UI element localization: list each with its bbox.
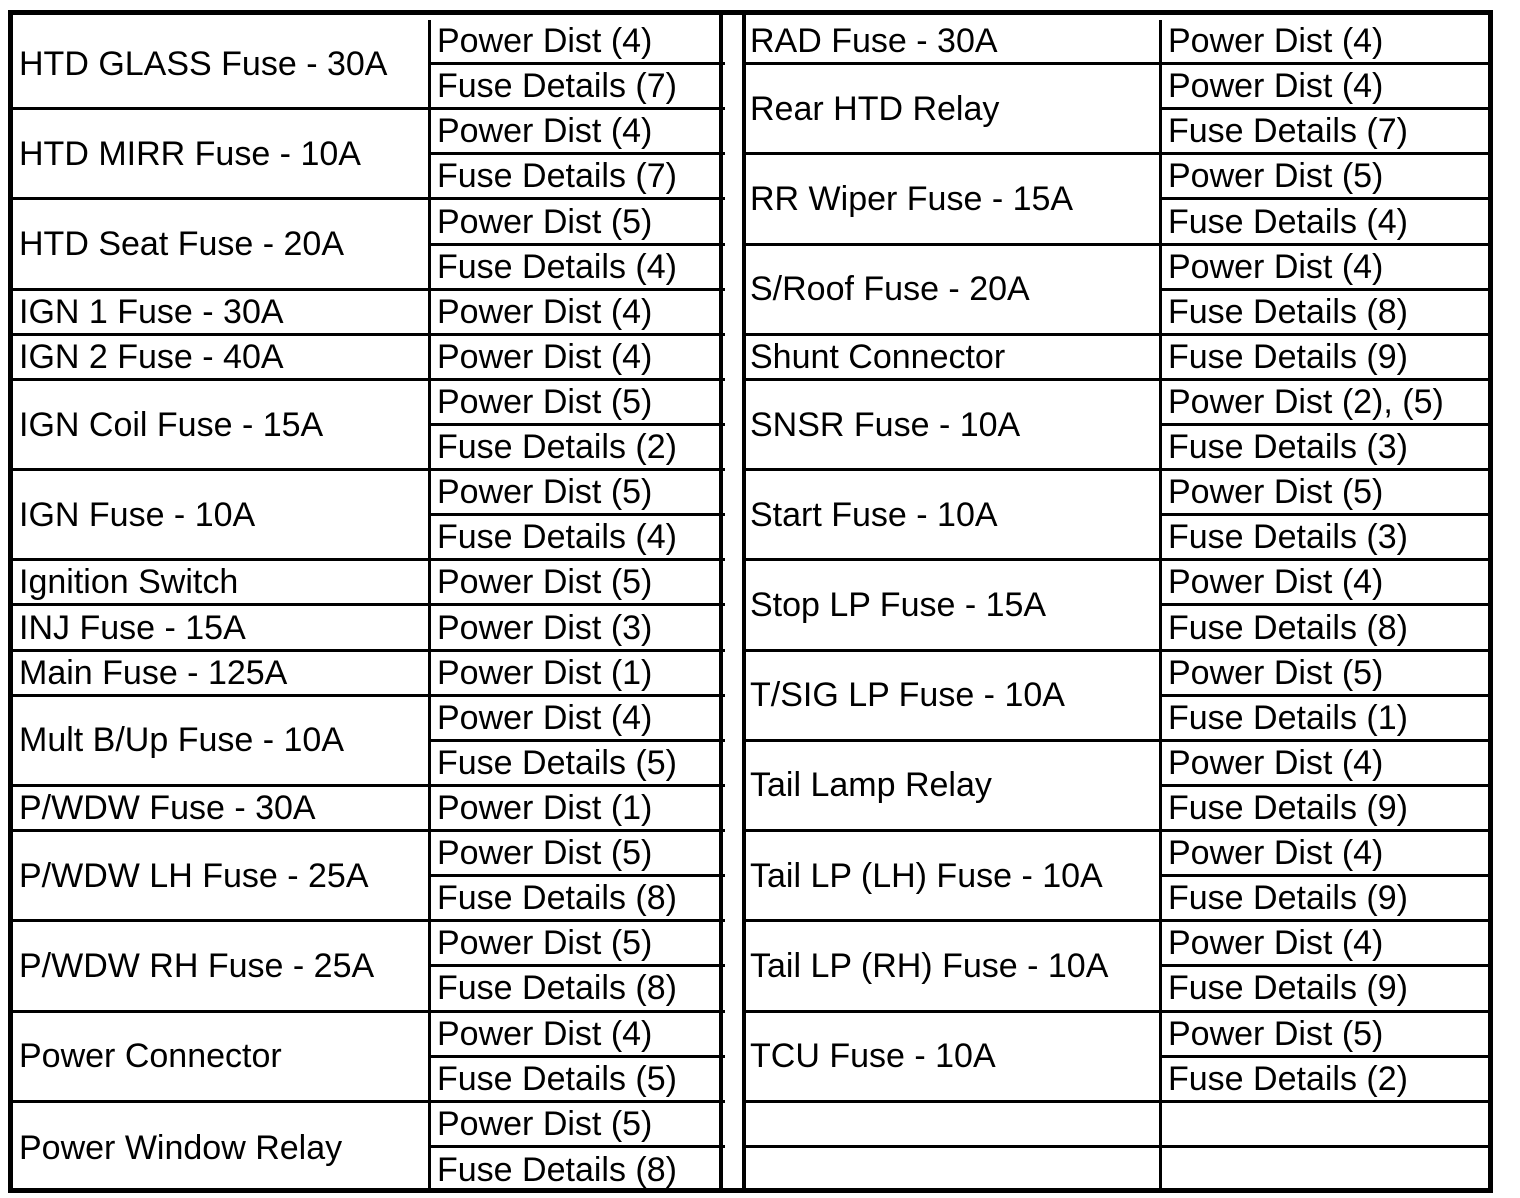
component-name: Mult B/Up Fuse - 10A xyxy=(13,697,431,787)
component-location-table xyxy=(8,10,1493,1193)
component-name: SNSR Fuse - 10A xyxy=(744,381,1162,471)
page-reference: Fuse Details (9) xyxy=(1162,336,1493,381)
component-name: HTD GLASS Fuse - 30A xyxy=(13,20,431,110)
page-reference: Power Dist (5) xyxy=(431,200,725,245)
page-reference: Fuse Details (4) xyxy=(431,246,725,291)
page-reference: Fuse Details (8) xyxy=(431,967,725,1012)
component-name: Start Fuse - 10A xyxy=(744,471,1162,561)
right-table xyxy=(744,20,1493,1193)
component-name: Main Fuse - 125A xyxy=(13,652,431,697)
page-reference: Fuse Details (8) xyxy=(1162,291,1493,336)
component-name: INJ Fuse - 15A xyxy=(13,606,431,651)
page-reference: Power Dist (5) xyxy=(1162,1013,1493,1058)
page-reference: Power Dist (4) xyxy=(1162,832,1493,877)
page-reference: Power Dist (4) xyxy=(1162,246,1493,291)
page-reference: Power Dist (5) xyxy=(431,832,725,877)
page-reference: Fuse Details (2) xyxy=(1162,1058,1493,1103)
page-reference: Power Dist (4) xyxy=(431,20,725,65)
page-reference: Fuse Details (5) xyxy=(431,1058,725,1103)
page-reference: Fuse Details (8) xyxy=(431,877,725,922)
component-name: Shunt Connector xyxy=(744,336,1162,381)
page-reference: Power Dist (4) xyxy=(431,291,725,336)
page-reference: Fuse Details (3) xyxy=(1162,516,1493,561)
page-reference: Power Dist (4) xyxy=(1162,922,1493,967)
page-reference: Power Dist (5) xyxy=(1162,471,1493,516)
page-reference: Fuse Details (7) xyxy=(431,65,725,110)
page-reference: Power Dist (4) xyxy=(1162,561,1493,606)
component-name: T/SIG LP Fuse - 10A xyxy=(744,652,1162,742)
component-name: Power Window Relay xyxy=(13,1103,431,1193)
page-reference: Fuse Details (9) xyxy=(1162,967,1493,1012)
component-name: RAD Fuse - 30A xyxy=(744,20,1162,65)
page-reference: Fuse Details (2) xyxy=(431,426,725,471)
page-reference: Power Dist (2), (5) xyxy=(1162,381,1493,426)
component-name: Stop LP Fuse - 15A xyxy=(744,561,1162,651)
component-name: P/WDW Fuse - 30A xyxy=(13,787,431,832)
left-table xyxy=(13,20,725,1193)
component-name: IGN Coil Fuse - 15A xyxy=(13,381,431,471)
page-reference: Power Dist (5) xyxy=(431,561,725,606)
component-name: IGN 1 Fuse - 30A xyxy=(13,291,431,336)
page-reference: Power Dist (5) xyxy=(431,381,725,426)
page-reference: Power Dist (1) xyxy=(431,652,725,697)
component-name: TCU Fuse - 10A xyxy=(744,1013,1162,1103)
page-reference: Power Dist (4) xyxy=(431,697,725,742)
page-reference: Power Dist (4) xyxy=(1162,65,1493,110)
page-reference: Power Dist (4) xyxy=(1162,742,1493,787)
page-reference: Power Dist (5) xyxy=(431,1103,725,1148)
component-name: HTD MIRR Fuse - 10A xyxy=(13,110,431,200)
component-name: IGN Fuse - 10A xyxy=(13,471,431,561)
component-name: Ignition Switch xyxy=(13,561,431,606)
component-name: IGN 2 Fuse - 40A xyxy=(13,336,431,381)
page-reference: Power Dist (1) xyxy=(431,787,725,832)
page-reference: Fuse Details (9) xyxy=(1162,877,1493,922)
page-reference: Power Dist (4) xyxy=(1162,20,1493,65)
page-reference: Fuse Details (1) xyxy=(1162,697,1493,742)
component-name: Tail LP (LH) Fuse - 10A xyxy=(744,832,1162,922)
component-name: RR Wiper Fuse - 15A xyxy=(744,155,1162,245)
page-reference: Fuse Details (8) xyxy=(1162,606,1493,651)
page-reference: Power Dist (4) xyxy=(431,110,725,155)
component-name: P/WDW LH Fuse - 25A xyxy=(13,832,431,922)
page-reference: Power Dist (5) xyxy=(1162,652,1493,697)
page-reference xyxy=(1162,1103,1493,1148)
page-reference: Power Dist (4) xyxy=(431,336,725,381)
page-reference: Fuse Details (8) xyxy=(437,1151,677,1190)
page-reference: Fuse Details (4) xyxy=(431,516,725,561)
page-reference xyxy=(1162,1148,1493,1193)
component-name: Rear HTD Relay xyxy=(744,65,1162,155)
page-reference: Fuse Details (7) xyxy=(431,155,725,200)
page-reference: Power Dist (3) xyxy=(431,606,725,651)
page-reference: Power Dist (4) xyxy=(431,1013,725,1058)
component-name: Power Connector xyxy=(13,1013,431,1103)
component-name: Tail Lamp Relay xyxy=(744,742,1162,832)
page-reference: Fuse Details (3) xyxy=(1162,426,1493,471)
page-reference: Power Dist (5) xyxy=(431,471,725,516)
component-name: S/Roof Fuse - 20A xyxy=(744,246,1162,336)
component-name: P/WDW RH Fuse - 25A xyxy=(13,922,431,1012)
page-reference: Power Dist (5) xyxy=(431,922,725,967)
component-name: HTD Seat Fuse - 20A xyxy=(13,200,431,290)
page-reference: Fuse Details (5) xyxy=(431,742,725,787)
component-name xyxy=(744,1148,1162,1193)
component-name: Tail LP (RH) Fuse - 10A xyxy=(744,922,1162,1012)
page-reference: Power Dist (5) xyxy=(1162,155,1493,200)
page-reference: Fuse Details (7) xyxy=(1162,110,1493,155)
page-reference: Fuse Details (4) xyxy=(1162,200,1493,245)
page-reference: Fuse Details (9) xyxy=(1162,787,1493,832)
component-name xyxy=(744,1103,1162,1148)
